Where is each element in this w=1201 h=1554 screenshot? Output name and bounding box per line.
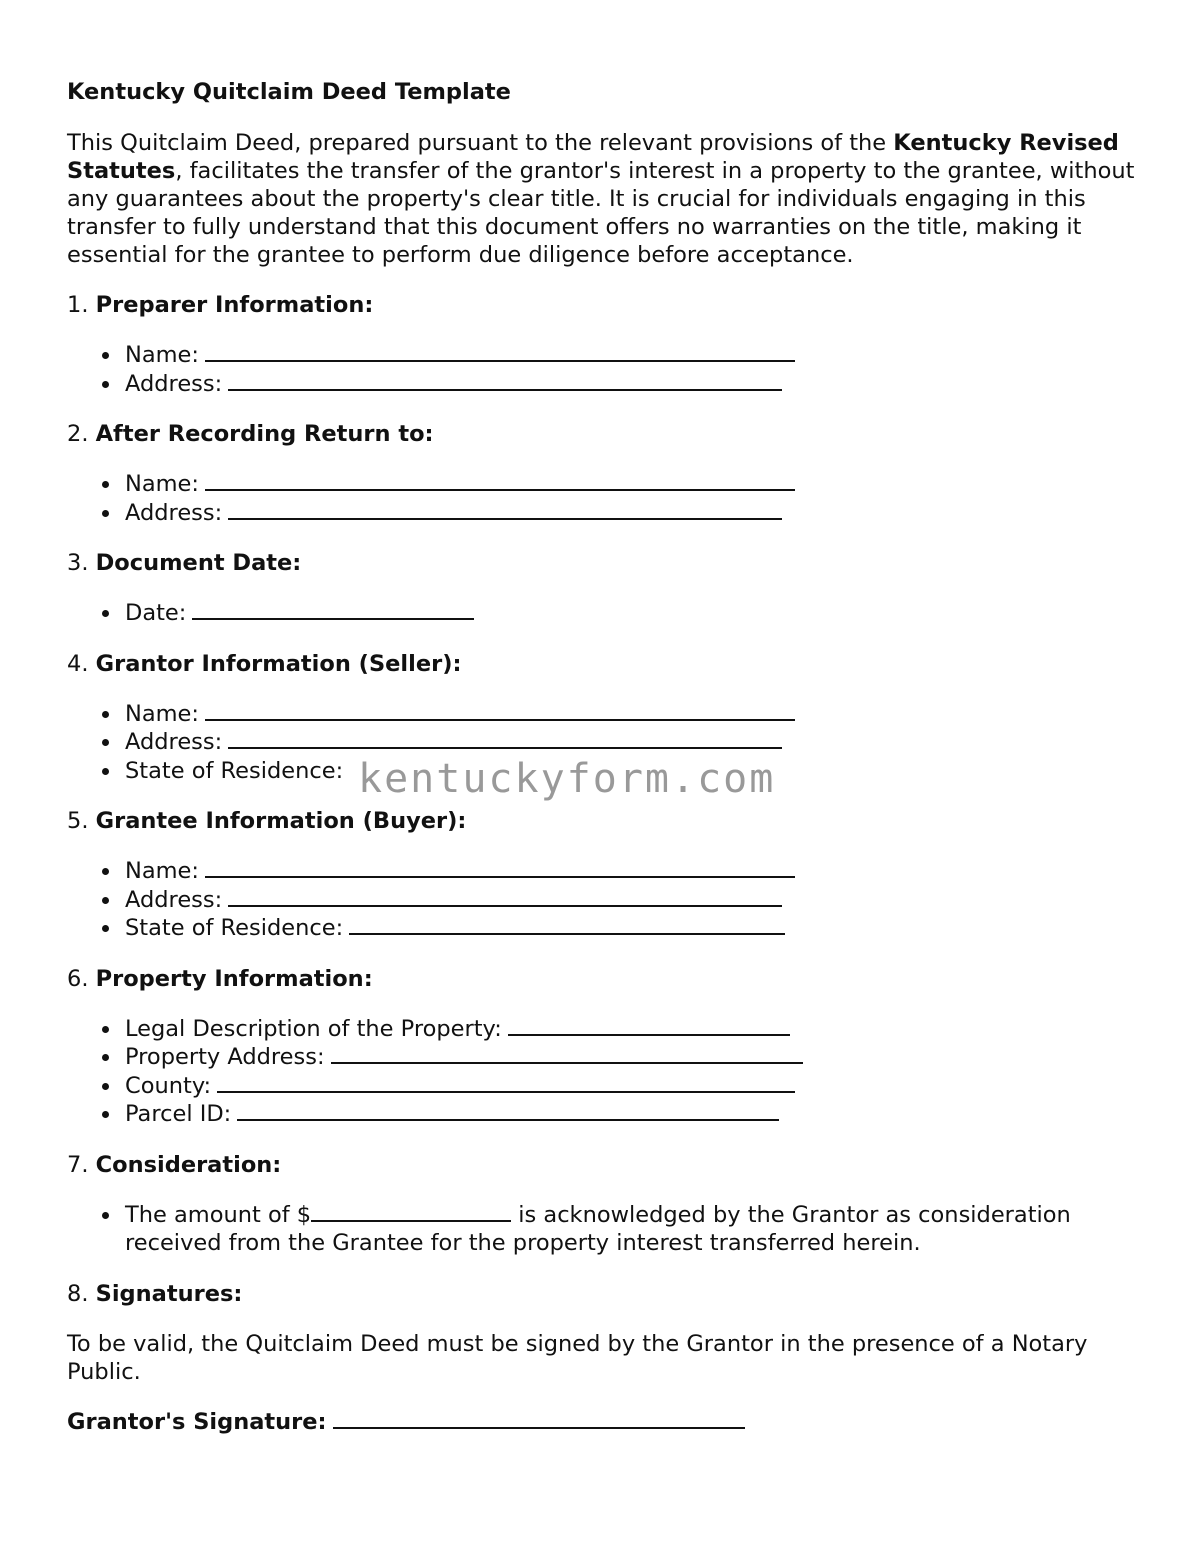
section-heading: Document Date: xyxy=(95,550,302,576)
section-number: 1. xyxy=(67,292,89,318)
county-blank[interactable] xyxy=(217,1073,795,1093)
field-item xyxy=(67,341,1147,370)
name-blank[interactable] xyxy=(205,858,795,878)
field-item xyxy=(67,700,1147,729)
field-list xyxy=(67,857,1147,943)
consideration-text-2: is acknowledged by the Grantor as consideration received from the Grantee for the property interest transferred herein. xyxy=(125,1201,1071,1256)
field-label: Name: xyxy=(125,858,199,884)
address-blank[interactable] xyxy=(228,371,782,391)
address-blank[interactable] xyxy=(228,500,782,520)
field-item xyxy=(67,914,1147,943)
consideration-text-1: The amount of $ xyxy=(125,1201,312,1228)
section-document-date xyxy=(67,549,1147,628)
field-label: County: xyxy=(125,1072,212,1099)
field-item xyxy=(67,1100,1147,1129)
section-number: 8. xyxy=(67,1280,89,1307)
amount-blank[interactable] xyxy=(311,1202,511,1222)
name-blank[interactable] xyxy=(205,701,795,721)
field-item xyxy=(67,757,1147,786)
document-title: Kentucky Quitclaim Deed Template xyxy=(67,79,511,105)
field-list xyxy=(67,599,1147,628)
field-label: Name: xyxy=(125,342,199,368)
section-number: 2. xyxy=(67,421,89,447)
section-heading: Preparer Information: xyxy=(95,292,374,318)
field-item xyxy=(67,728,1147,757)
section-number: 5. xyxy=(67,808,89,834)
name-blank[interactable] xyxy=(205,471,795,491)
section-preparer xyxy=(67,291,1147,398)
watermark: kentuckyform.com xyxy=(358,756,776,802)
field-label: Legal Description of the Property: xyxy=(125,1015,502,1042)
field-label: Date: xyxy=(125,600,187,626)
document-page xyxy=(67,74,1147,1436)
section-number: 6. xyxy=(67,965,89,992)
parcel-id-blank[interactable] xyxy=(237,1101,779,1121)
state-blank[interactable] xyxy=(349,915,785,935)
field-item xyxy=(67,599,1147,628)
signature-note: To be valid, the Quitclaim Deed must be signed by the Grantor in the presence of a Notary Public. xyxy=(67,1330,1088,1385)
intro-statute: Kentucky Revised Statutes xyxy=(67,130,1119,184)
field-item xyxy=(67,470,1147,499)
legal-description-blank[interactable] xyxy=(508,1016,790,1036)
field-list xyxy=(67,1015,1147,1129)
section-number: 3. xyxy=(67,550,89,576)
field-label: Address: xyxy=(125,729,223,755)
section-property xyxy=(67,965,1147,1129)
section-heading: Grantee Information (Buyer): xyxy=(95,808,467,834)
field-list xyxy=(67,700,1147,786)
field-label: State of Residence: xyxy=(125,915,344,941)
section-heading: Grantor Information (Seller): xyxy=(95,650,462,677)
field-item xyxy=(67,1015,1147,1044)
section-consideration xyxy=(67,1151,1147,1258)
name-blank[interactable] xyxy=(205,342,795,362)
field-label: State of Residence: xyxy=(125,757,344,784)
section-signatures xyxy=(67,1280,1147,1308)
field-label: Address: xyxy=(125,886,223,913)
grantor-signature-line xyxy=(67,1408,1147,1436)
field-item xyxy=(67,499,1147,528)
field-label: Parcel ID: xyxy=(125,1101,232,1127)
field-label: Address: xyxy=(125,370,223,397)
section-heading: Property Information: xyxy=(95,965,373,992)
field-item xyxy=(67,1043,1147,1072)
section-grantee xyxy=(67,807,1147,943)
address-blank[interactable] xyxy=(228,729,782,749)
intro-text-2: , facilitates the transfer of the grantor's interest in a property to the grantee, without any guarantees about the property's clear title. It is crucial for individuals engaging in this transfer to fully understand that this document offers no warranties on the title, making it essential for the grantee to perform due diligence before acceptance. xyxy=(67,158,1135,268)
intro-paragraph xyxy=(67,129,1147,269)
section-heading: Consideration: xyxy=(95,1151,282,1178)
section-number: 4. xyxy=(67,650,89,677)
intro-text-1: This Quitclaim Deed, prepared pursuant to the relevant provisions of the xyxy=(67,130,894,156)
field-label: Name: xyxy=(125,471,199,497)
section-number: 7. xyxy=(67,1151,89,1178)
field-item xyxy=(67,1201,1147,1258)
field-item xyxy=(67,370,1147,399)
property-address-blank[interactable] xyxy=(331,1044,803,1064)
field-label: Name: xyxy=(125,700,199,727)
field-item xyxy=(67,886,1147,915)
field-item xyxy=(67,857,1147,886)
date-blank[interactable] xyxy=(192,600,474,620)
field-list xyxy=(67,1201,1147,1258)
section-heading: Signatures: xyxy=(95,1280,243,1307)
section-grantor xyxy=(67,650,1147,786)
section-return-to xyxy=(67,420,1147,527)
field-label: Address: xyxy=(125,499,223,526)
signature-label: Grantor's Signature: xyxy=(67,1408,327,1435)
field-label: Property Address: xyxy=(125,1044,325,1070)
address-blank[interactable] xyxy=(228,887,782,907)
field-item xyxy=(67,1072,1147,1101)
field-list xyxy=(67,341,1147,398)
field-list xyxy=(67,470,1147,527)
signature-blank[interactable] xyxy=(333,1409,745,1429)
section-heading: After Recording Return to: xyxy=(95,421,434,447)
